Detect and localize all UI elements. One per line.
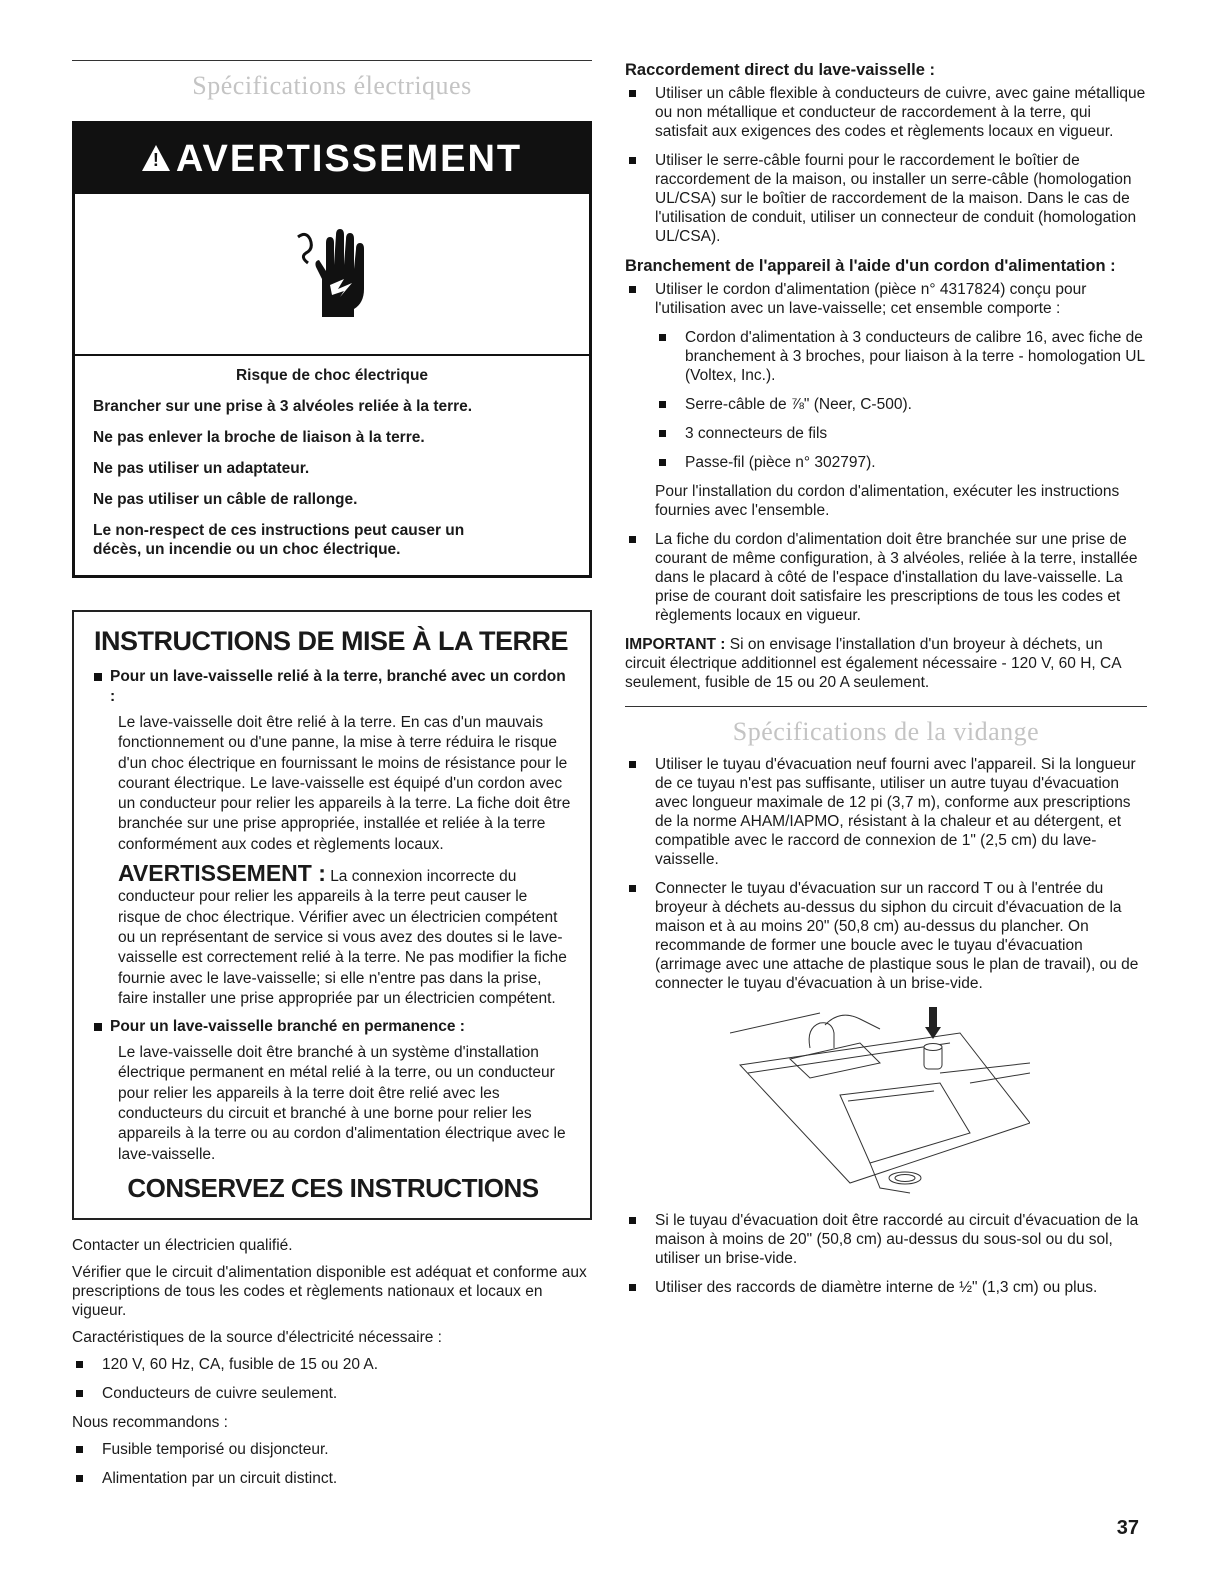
grounding-title: INSTRUCTIONS DE MISE À LA TERRE bbox=[94, 626, 569, 656]
permanent-text: Le lave-vaisselle doit être branché à un système d'installation électrique permanent en métal relié à la terre, ou un conducteur pour relier les appareils à la terre doit être relié avec les conducteurs du circuit et branché à une borne pour relier les appareils à la terre ou au cordon d'alimentation électrique avec le lave-vaisselle. bbox=[118, 1044, 566, 1163]
bullet-square-icon bbox=[659, 334, 666, 341]
list-item: Utiliser le cordon d'alimentation (pièce n° 4317824) conçu pour l'utilisation avec un lave-vaisselle; cet ensemble comporte : Cordon d'alimentation à 3 conducteurs de calibre 16, avec fiche de branchement à 3 broches, pour liaison à la terre - homologation UL (Voltex, Inc.). Serre-câble de ⅞" (Neer, C-500). 3 connecteurs de fils Passe-fil (pièce n° 302797). Pour l'installation du cordon d'alimentation, exécuter les instructions fournies avec l'ensemble. bbox=[625, 280, 1147, 520]
list-item: Connecter le tuyau d'évacuation sur un raccord T ou à l'entrée du broyeur à déchets au-dessus du siphon du circuit d'évacuation de la maison et à au moins 20" (50,8 cm) au-dessus du plancher. On recommande de former une boucle avec le tuyau d'évacuation (arrimage avec une attache de plastique sous le plan de travail), ou de connecter le tuyau d'évacuation à un brise-vide. bbox=[625, 879, 1147, 993]
bullet-square-icon bbox=[629, 157, 636, 164]
electrical-notes bbox=[72, 1236, 592, 1488]
bullet-square-icon bbox=[629, 286, 636, 293]
cord-install-text: Pour l'installation du cordon d'alimentation, exécuter les instructions fournies avec l'ensemble. bbox=[655, 483, 1120, 519]
cord-connection-heading: Branchement de l'appareil à l'aide d'un cordon d'alimentation : bbox=[625, 257, 1116, 275]
bullet-square-icon bbox=[659, 459, 666, 466]
left-column bbox=[72, 60, 592, 1498]
direct-connection-list bbox=[625, 84, 1147, 246]
warning-line: Ne pas utiliser un adaptateur. bbox=[93, 460, 310, 477]
cord-connection-list bbox=[625, 280, 1147, 625]
cord-text: Le lave-vaisselle doit être relié à la terre. En cas d'un mauvais fonctionnement ou d'une panne, la mise à terre réduira le risque d'un choc électrique en fournissant le moins de résistance pour le courant électrique. Le lave-vaisselle est équipé d'un cordon avec un conducteur pour relier les appareils à la terre. La fiche doit être branchée sur une prise appropriée, installée et reliée à la terre conformément aux codes et règlements locaux. bbox=[118, 714, 571, 853]
bullet-square-icon bbox=[629, 90, 636, 97]
warning-box bbox=[72, 121, 592, 578]
warning-line: Le non-respect de ces instructions peut causer un décès, un incendie ou un choc électrique. bbox=[93, 522, 465, 558]
right-column bbox=[625, 60, 1147, 1307]
warning-line: Risque de choc électrique bbox=[235, 367, 429, 384]
grounding-warning-text: La connexion incorrecte du conducteur pour relier les appareils à la terre peut causer le risque de choc électrique. Vérifier avec un électricien compétent ou un représentant de service si vous avez des doutes si le lave-vaisselle est correctement relié à la terre. Ne pas modifier la fiche fournie avec le lave-vaisselle; si elle n'entre pas dans la prise, faire installer une prise appropriée par un électricien compétent. bbox=[118, 868, 567, 1007]
grounding-instructions-box bbox=[72, 610, 592, 1220]
bullet-square-icon bbox=[76, 1390, 83, 1397]
grounding-warning bbox=[118, 860, 572, 1009]
bullet-square-icon bbox=[76, 1475, 83, 1482]
list-item: Utiliser le tuyau d'évacuation neuf fourni avec l'appareil. Si la longueur de ce tuyau n'est pas suffisante, utiliser un autre tuyau d'évacuation avec longueur maximale de 12 pi (3,7 m), conforme aux prescriptions de la norme AHAM/IAPMO, résistant à la chaleur et au détergent, et compatible avec le raccord de connexion de 1" (2,5 cm) du lave-vaisselle. bbox=[625, 755, 1147, 869]
section-divider bbox=[625, 706, 1147, 707]
bullet-square-icon bbox=[629, 885, 636, 892]
important-text: Si on envisage l'installation d'un broyeur à déchets, un circuit électrique additionnel est également nécessaire - 120 V, 60 H, CA seulement, fusible de 15 ou 20 A seulement. bbox=[625, 636, 1121, 691]
bullet-square-icon bbox=[629, 1284, 636, 1291]
list-item: Utiliser des raccords de diamètre interne de ½" (1,3 cm) ou plus. bbox=[625, 1278, 1147, 1297]
list-item: 120 V, 60 Hz, CA, fusible de 15 ou 20 A. bbox=[72, 1355, 592, 1374]
warning-header bbox=[75, 124, 589, 194]
list-item: 3 connecteurs de fils bbox=[655, 424, 1147, 443]
warning-line: Ne pas enlever la broche de liaison à la terre. bbox=[93, 429, 425, 446]
list-item: Cordon d'alimentation à 3 conducteurs de calibre 16, avec fiche de branchement à 3 broches, pour liaison à la terre - homologation UL (Voltex, Inc.). bbox=[655, 328, 1147, 385]
characteristics-list bbox=[72, 1355, 592, 1403]
bullet-square-icon bbox=[629, 1217, 636, 1224]
list-item: Serre-câble de ⅞" (Neer, C-500). bbox=[655, 395, 1147, 414]
warning-body bbox=[75, 356, 589, 575]
sink-drain-illustration bbox=[730, 1003, 1030, 1203]
page-number: 37 bbox=[1116, 1517, 1139, 1539]
bullet-square-icon bbox=[76, 1361, 83, 1368]
warning-triangle-icon: ! bbox=[142, 145, 170, 171]
save-instructions: CONSERVEZ CES INSTRUCTIONS bbox=[127, 1172, 539, 1203]
verify-text: Vérifier que le circuit d'alimentation disponible est adéquat et conforme aux prescriptions de tous les codes et règlements nationaux et locaux en vigueur. bbox=[72, 1263, 587, 1319]
contact-text: Contacter un électricien qualifié. bbox=[72, 1236, 293, 1254]
bullet-square-icon bbox=[659, 401, 666, 408]
bullet-square-icon bbox=[659, 430, 666, 437]
drain-list bbox=[625, 755, 1147, 993]
list-item: Utiliser le serre-câble fourni pour le raccordement le boîtier de raccordement de la maison, ou installer un serre-câble (homologation UL/CSA) sur le boîtier de raccordement de la maison. Dans le cas de l'utilisation de conduit, utiliser un connecteur de conduit (homologation UL/CSA). bbox=[625, 151, 1147, 246]
permanent-heading: Pour un lave-vaisselle branché en permanence : bbox=[94, 1017, 572, 1037]
characteristics-text: Caractéristiques de la source d'électricité nécessaire : bbox=[72, 1328, 442, 1346]
electrical-specs-title: Spécifications électriques bbox=[192, 71, 472, 100]
list-item: Si le tuyau d'évacuation doit être raccordé au circuit d'évacuation de la maison à moins de 20" (50,8 cm) au-dessus du sous-sol ou du sol, utiliser un brise-vide. bbox=[625, 1211, 1147, 1268]
recommend-text: Nous recommandons : bbox=[72, 1413, 228, 1431]
bullet-square-icon bbox=[94, 673, 102, 681]
warning-line: Brancher sur une prise à 3 alvéoles reliée à la terre. bbox=[93, 398, 473, 415]
cord-heading: Pour un lave-vaisselle relié à la terre, branché avec un cordon : bbox=[94, 667, 572, 707]
list-item: La fiche du cordon d'alimentation doit être branchée sur une prise de courant de même configuration, à 3 alvéoles, reliée à la terre, installée dans le placard à côté de l'espace d'installation du lave-vaisselle. La prise de courant doit satisfaire les prescriptions de tous les codes et règlements locaux en vigueur. bbox=[625, 530, 1147, 625]
bullet-square-icon bbox=[94, 1023, 102, 1031]
list-item: Utiliser un câble flexible à conducteurs de cuivre, avec gaine métallique ou non métallique et conducteur de raccordement à la terre, qui satisfait aux exigences des codes et règlements locaux en vigueur. bbox=[625, 84, 1147, 141]
direct-connection-heading: Raccordement direct du lave-vaisselle : bbox=[625, 61, 935, 79]
warning-heading: AVERTISSEMENT bbox=[175, 138, 523, 180]
bullet-square-icon bbox=[629, 761, 636, 768]
drain-specs-title: Spécifications de la vidange bbox=[732, 717, 1040, 746]
list-item: Fusible temporisé ou disjoncteur. bbox=[72, 1440, 592, 1459]
bullet-square-icon bbox=[76, 1446, 83, 1453]
grounding-warning-label: AVERTISSEMENT : bbox=[118, 860, 326, 887]
drain-list-2 bbox=[625, 1211, 1147, 1297]
list-item: Passe-fil (pièce n° 302797). bbox=[655, 453, 1147, 472]
electric-shock-hand-icon bbox=[75, 194, 589, 356]
list-item: Conducteurs de cuivre seulement. bbox=[72, 1384, 592, 1403]
cord-kit-list bbox=[655, 328, 1147, 472]
recommend-list bbox=[72, 1440, 592, 1488]
bullet-square-icon bbox=[629, 536, 636, 543]
important-label: IMPORTANT : bbox=[625, 636, 726, 653]
important-note bbox=[625, 635, 1147, 692]
warning-line: Ne pas utiliser un câble de rallonge. bbox=[93, 491, 358, 508]
list-item: Alimentation par un circuit distinct. bbox=[72, 1469, 592, 1488]
section-divider bbox=[72, 60, 592, 61]
